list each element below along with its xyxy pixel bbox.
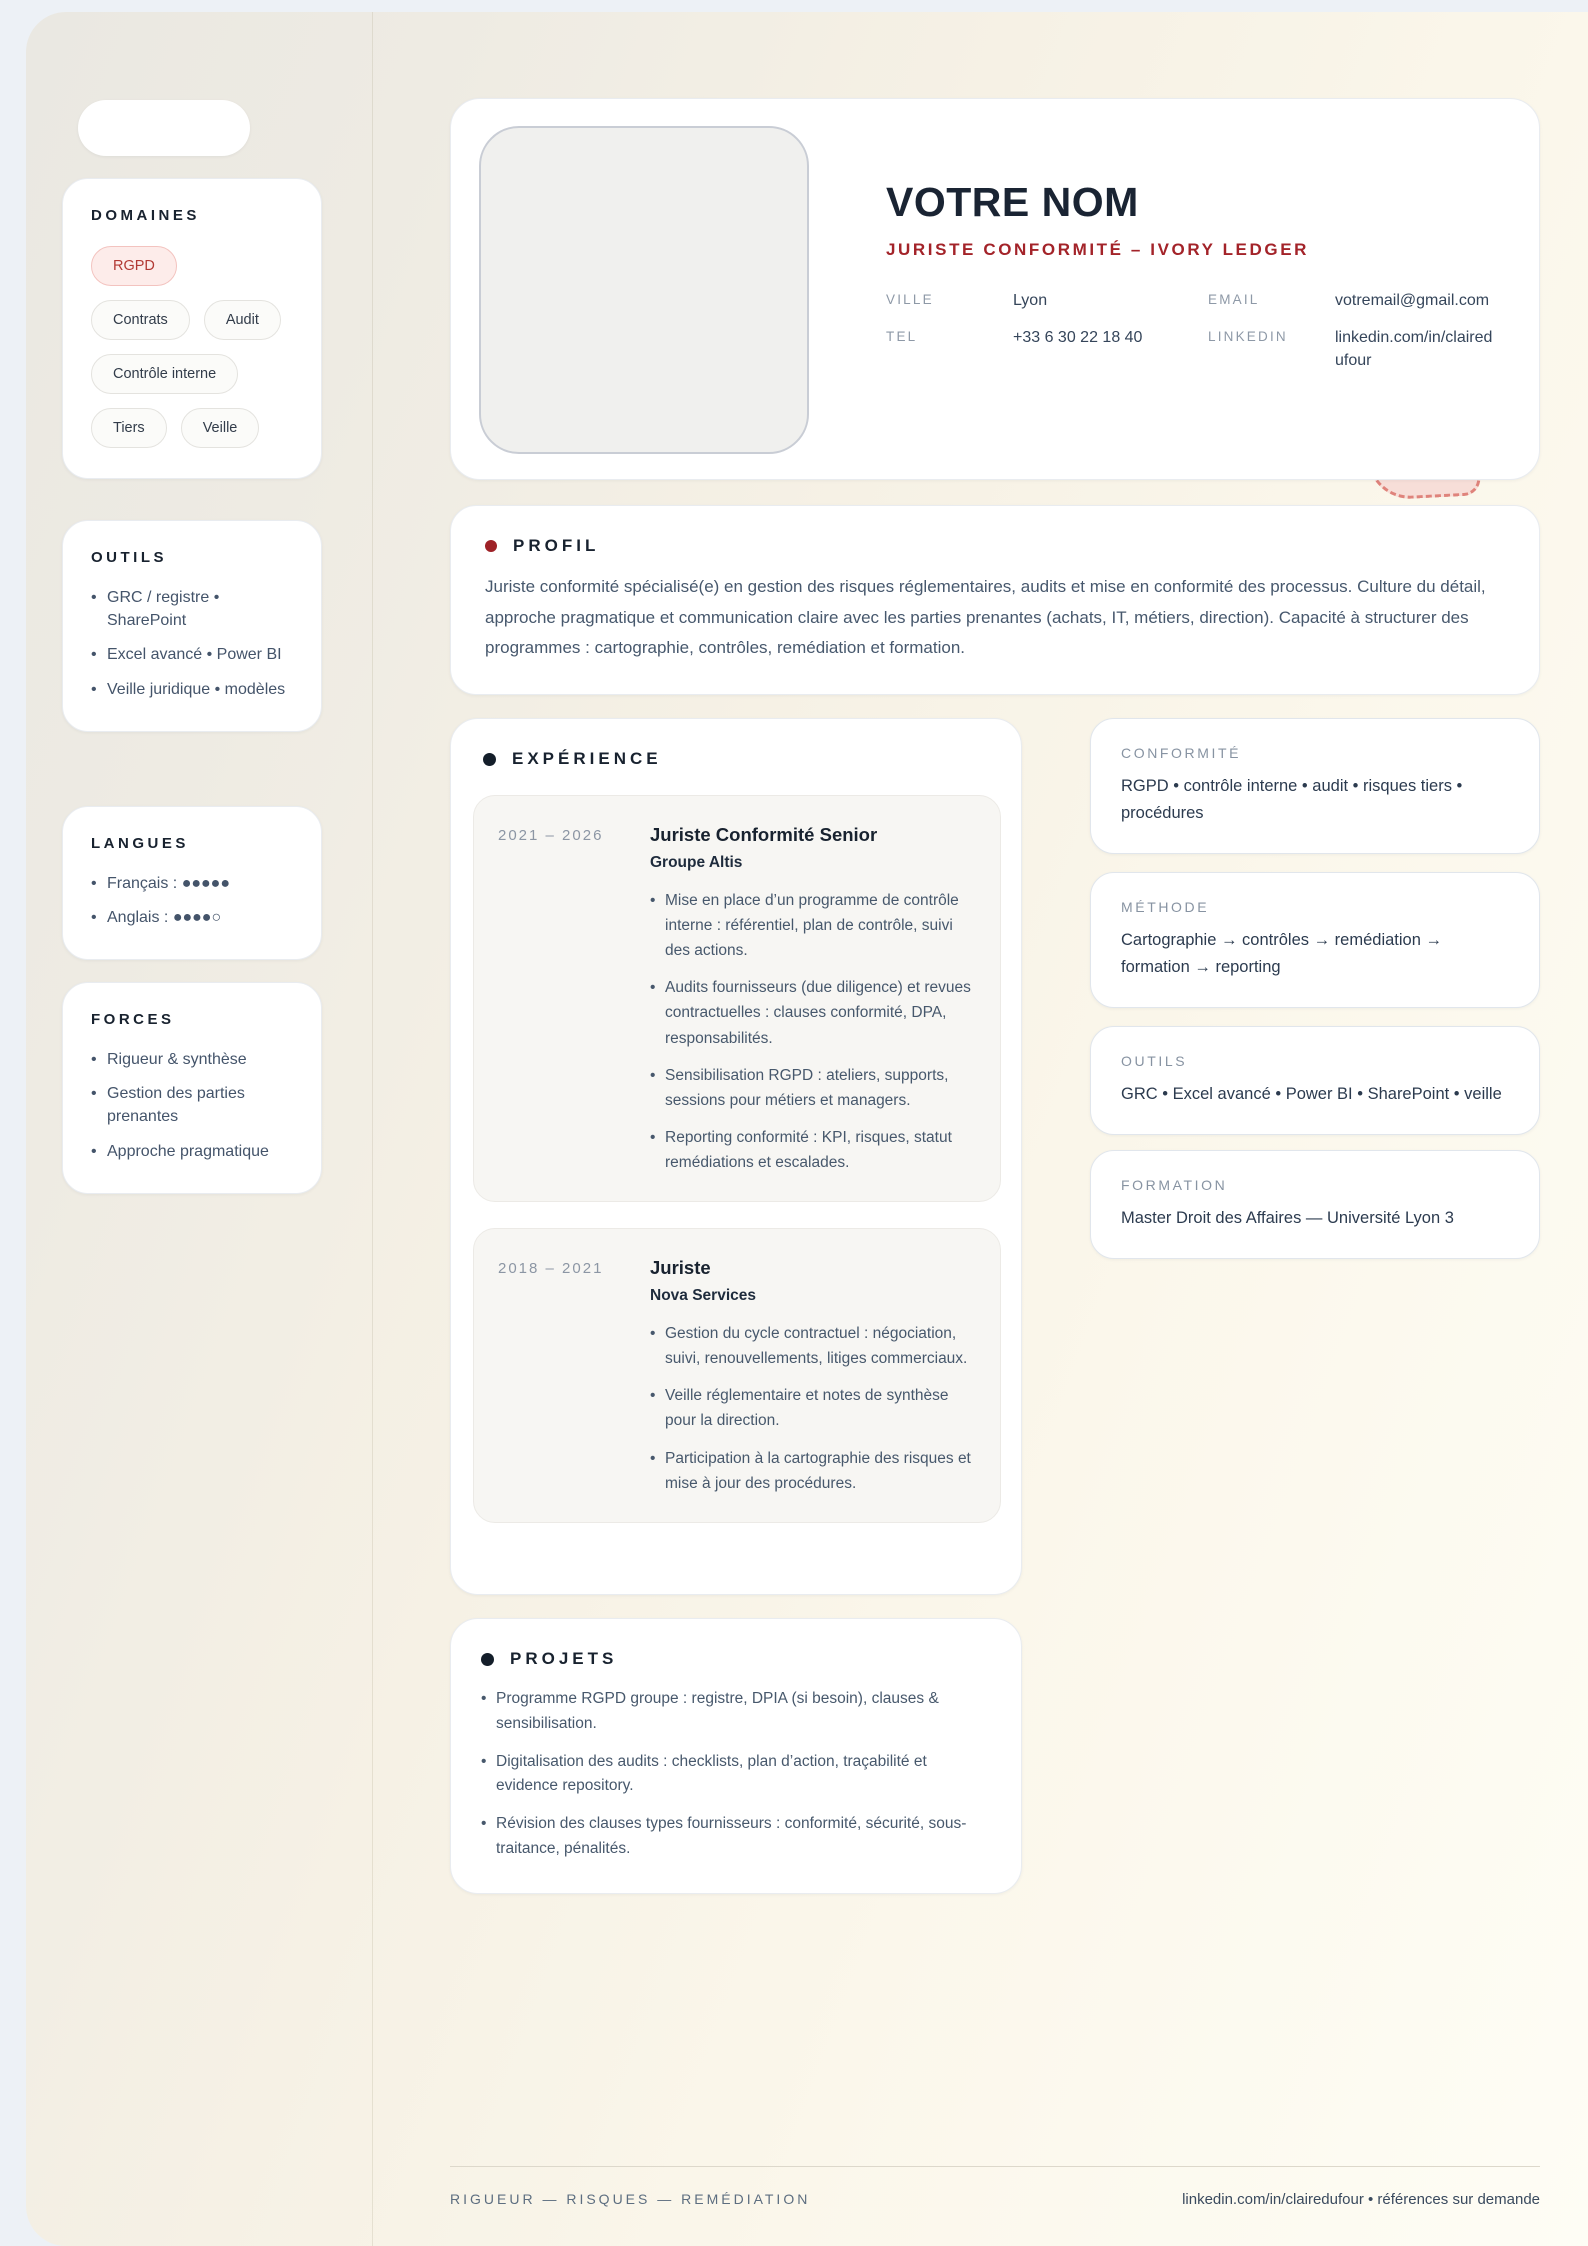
- tag-audit[interactable]: Audit: [204, 300, 281, 340]
- list-item: • Rigueur & synthèse: [91, 1048, 293, 1071]
- tag-controle-interne[interactable]: Contrôle interne: [91, 354, 238, 394]
- candidate-name: VOTRE NOM: [886, 179, 1139, 225]
- aside-card-conformite: [1090, 718, 1540, 854]
- contact-value-linkedin[interactable]: linkedin.com/in/clairedufour: [1335, 329, 1493, 369]
- aside-title: OUTILS: [1121, 1053, 1188, 1069]
- projet-bullet: • Digitalisation des audits : checklists, plan d’action, traçabilité et evidence repository.: [481, 1750, 991, 1800]
- job-period: 2021 – 2026: [498, 827, 604, 844]
- header-card: [450, 98, 1540, 480]
- job-bullet: • Veille réglementaire et notes de synthèse pour la direction.: [650, 1383, 976, 1433]
- projets-card: [450, 1618, 1022, 1894]
- langues-list: [91, 872, 293, 929]
- contact-label-email: EMAIL: [1208, 292, 1260, 307]
- aside-title: CONFORMITÉ: [1121, 745, 1242, 761]
- contact-label-linkedin: LINKEDIN: [1208, 329, 1288, 345]
- profil-card: [450, 505, 1540, 695]
- forces-list: [91, 1048, 293, 1163]
- logo-placeholder-pill: [78, 100, 250, 156]
- projet-bullet: • Programme RGPD groupe : registre, DPIA (si besoin), clauses & sensibilisation.: [481, 1687, 991, 1737]
- job-bullet: • Gestion du cycle contractuel : négociation, suivi, renouvellements, litiges commerciaux.: [650, 1321, 976, 1371]
- outils-list: [91, 586, 293, 701]
- job-company: Groupe Altis: [650, 854, 743, 871]
- profil-text: Juriste conformité spécialisé(e) en gestion des risques réglementaires, audits et mise en conformité des processus. Culture du détail, approche pragmatique et communication claire avec les parties prenantes (achats, IT, métiers, direction). Capacité à structurer des programmes : cartographie, contrôles, remédiation et formation.: [485, 577, 1486, 658]
- navy-bullet-icon: [483, 753, 496, 766]
- aside-card-outils: [1090, 1026, 1540, 1135]
- sidebar-card-outils: [62, 520, 322, 732]
- footer-motto: RIGUEUR — RISQUES — REMÉDIATION: [450, 2191, 811, 2207]
- aside-title: MÉTHODE: [1121, 899, 1210, 915]
- job-bullet: • Reporting conformité : KPI, risques, statut remédiations et escalades.: [650, 1125, 976, 1175]
- language-level-anglais: • Anglais : ●●●●○: [91, 906, 293, 929]
- projets-list: [481, 1687, 991, 1862]
- job-period: 2018 – 2021: [498, 1260, 604, 1278]
- profil-title: PROFIL: [513, 536, 600, 555]
- job-company: Nova Services: [650, 1287, 756, 1305]
- aside-text: GRC • Excel avancé • Power BI • SharePoint • veille: [1121, 1085, 1502, 1103]
- contact-label-tel: TEL: [886, 329, 918, 345]
- outils-title: OUTILS: [91, 549, 167, 566]
- footer-contact: linkedin.com/in/clairedufour • références sur demande: [1182, 2191, 1540, 2208]
- footer: [450, 2166, 1540, 2208]
- langues-title: LANGUES: [91, 835, 189, 852]
- aside-text: Master Droit des Affaires — Université Lyon 3: [1121, 1209, 1454, 1227]
- column-divider: [372, 12, 373, 2246]
- job-bullets: [650, 888, 976, 1175]
- list-item: • Approche pragmatique: [91, 1140, 293, 1163]
- aside-text: RGPD • contrôle interne • audit • risques tiers • procédures: [1121, 777, 1463, 823]
- list-item: • Veille juridique • modèles: [91, 678, 293, 701]
- aside-card-methode: [1090, 872, 1540, 1008]
- sidebar-card-langues: [62, 806, 322, 960]
- contact-grid: [886, 290, 1516, 372]
- contact-value-tel: +33 6 30 22 18 40: [1013, 329, 1143, 347]
- contact-value-ville: Lyon: [1013, 292, 1048, 309]
- experience-title: EXPÉRIENCE: [512, 749, 662, 768]
- footer-divider: [450, 2166, 1540, 2167]
- job-entry: [473, 795, 1001, 1202]
- sidebar-card-domaines: [62, 178, 322, 479]
- list-item: • Gestion des parties prenantes: [91, 1082, 293, 1128]
- identity-block: [886, 179, 1516, 372]
- aside-card-formation: [1090, 1150, 1540, 1259]
- tag-tiers[interactable]: Tiers: [91, 408, 167, 448]
- tag-rgpd[interactable]: RGPD: [91, 246, 177, 286]
- aside-title: FORMATION: [1121, 1177, 1228, 1193]
- contact-label-ville: VILLE: [886, 292, 934, 307]
- job-entry: [473, 1228, 1001, 1523]
- red-bullet-icon: [485, 540, 497, 552]
- list-item: • Excel avancé • Power BI: [91, 643, 293, 666]
- aside-text: Cartographie → contrôles → remédiation → formation → reporting: [1121, 931, 1442, 977]
- domaines-title: DOMAINES: [91, 207, 200, 224]
- tag-veille[interactable]: Veille: [181, 408, 260, 448]
- navy-bullet-icon: [481, 1653, 494, 1666]
- experience-card: [450, 718, 1022, 1595]
- job-bullet: • Participation à la cartographie des risques et mise à jour des procédures.: [650, 1446, 976, 1496]
- projet-bullet: • Révision des clauses types fournisseurs : conformité, sécurité, sous-traitance, pénalités.: [481, 1812, 991, 1862]
- job-bullet: • Audits fournisseurs (due diligence) et revues contractuelles : clauses conformité, DPA, responsabilités.: [650, 975, 976, 1050]
- projets-title: PROJETS: [510, 1649, 618, 1668]
- candidate-title: JURISTE CONFORMITÉ – IVORY LEDGER: [886, 240, 1310, 259]
- sidebar-card-forces: [62, 982, 322, 1194]
- job-role: Juriste: [650, 1257, 711, 1279]
- job-role: Juriste Conformité Senior: [650, 824, 878, 845]
- job-bullets: [650, 1321, 976, 1496]
- language-level-francais: • Français : ●●●●●: [91, 872, 293, 895]
- domain-tags: [91, 246, 293, 448]
- tag-contrats[interactable]: Contrats: [91, 300, 190, 340]
- forces-title: FORCES: [91, 1011, 175, 1028]
- list-item: • GRC / registre • SharePoint: [91, 586, 293, 632]
- job-bullet: • Mise en place d’un programme de contrôle interne : référentiel, plan de contrôle, suivi des actions.: [650, 888, 976, 963]
- job-bullet: • Sensibilisation RGPD : ateliers, supports, sessions pour métiers et managers.: [650, 1063, 976, 1113]
- contact-value-email[interactable]: votremail@gmail.com: [1335, 292, 1490, 309]
- photo-placeholder[interactable]: [479, 126, 809, 454]
